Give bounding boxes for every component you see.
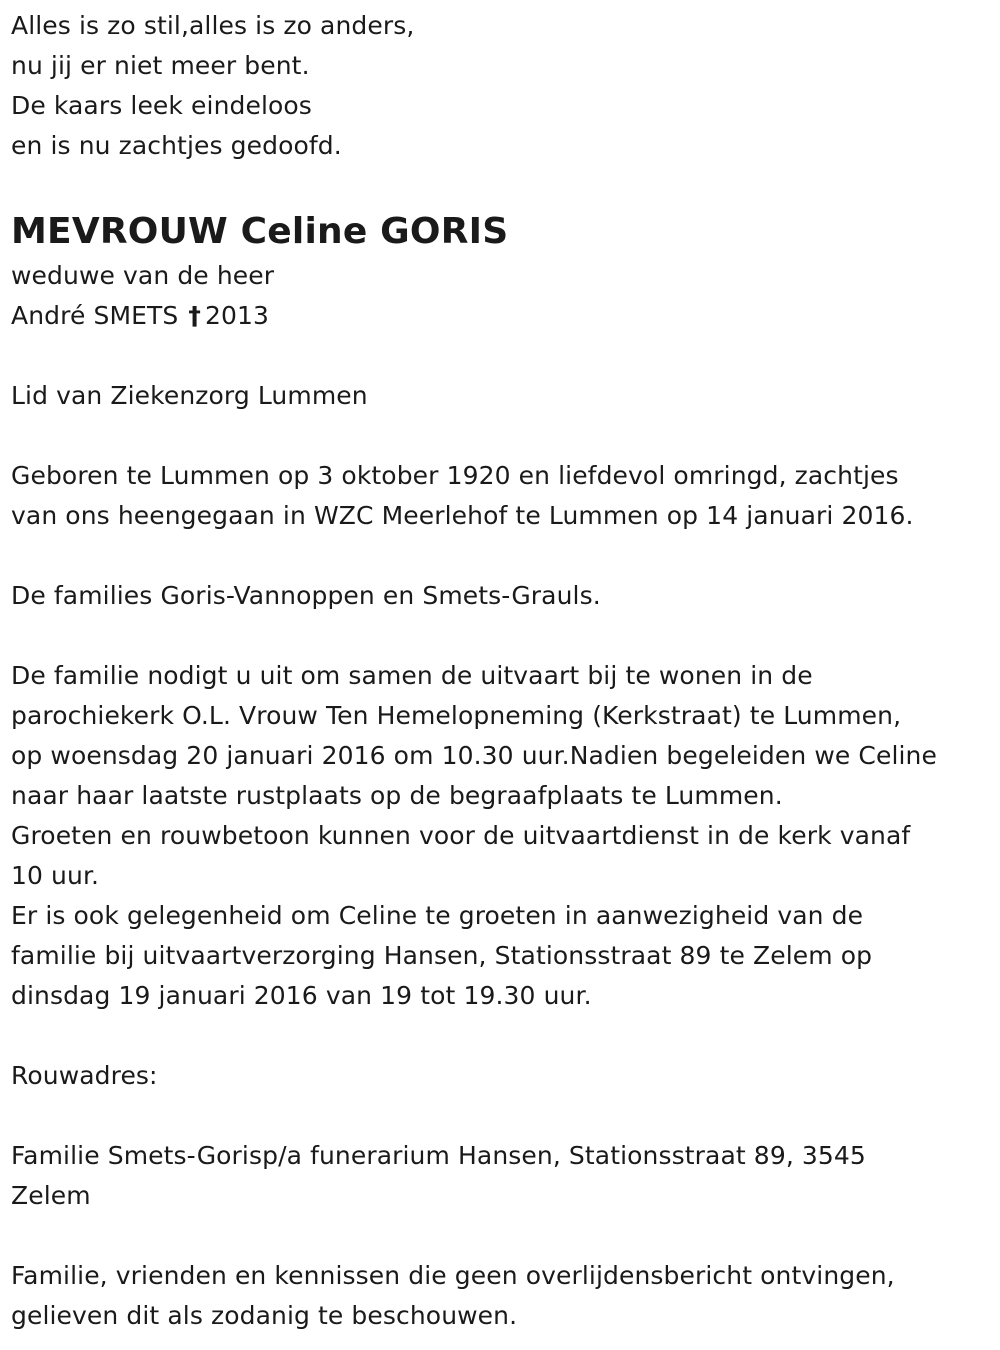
spacer	[11, 336, 990, 376]
spouse-line	[11, 296, 990, 336]
spacer	[11, 1096, 990, 1136]
paragraph-line: familie bij uitvaartverzorging Hansen, Stationsstraat 89 te Zelem op	[11, 941, 873, 970]
paragraph-line: dinsdag 19 januari 2016 van 19 tot 19.30 uur.	[11, 981, 592, 1010]
funeral-paragraph	[11, 656, 990, 1016]
poem-line: en is nu zachtjes gedoofd.	[11, 131, 342, 160]
cross-icon: †	[188, 301, 202, 330]
paragraph-line: op woensdag 20 januari 2016 om 10.30 uur.Nadien begeleiden we Celine	[11, 741, 937, 770]
paragraph-line: gelieven dit als zodanig te beschouwen.	[11, 1301, 518, 1330]
paragraph-line: 10 uur.	[11, 861, 100, 890]
address-label: Rouwadres:	[11, 1061, 158, 1090]
address-paragraph	[11, 1136, 990, 1216]
poem-line: nu jij er niet meer bent.	[11, 51, 310, 80]
poem	[11, 6, 990, 166]
spacer	[11, 416, 990, 456]
poem-line: De kaars leek eindeloos	[11, 91, 312, 120]
spacer	[11, 166, 990, 206]
paragraph-line: De familie nodigt u uit om samen de uitvaart bij te wonen in de	[11, 661, 813, 690]
paragraph-line: parochiekerk O.L. Vrouw Ten Hemelopneming (Kerkstraat) te Lummen,	[11, 701, 902, 730]
closing-paragraph	[11, 1256, 990, 1336]
spacer	[11, 1016, 990, 1056]
membership: Lid van Ziekenzorg Lummen	[11, 381, 368, 410]
birth-death-paragraph	[11, 456, 990, 536]
paragraph-line: Geboren te Lummen op 3 oktober 1920 en liefdevol omringd, zachtjes	[11, 461, 899, 490]
poem-line: Alles is zo stil,alles is zo anders,	[11, 11, 415, 40]
widow-line: weduwe van de heer	[11, 261, 275, 290]
spacer	[11, 536, 990, 576]
spacer	[11, 616, 990, 656]
paragraph-line: van ons heengegaan in WZC Meerlehof te Lummen op 14 januari 2016.	[11, 501, 914, 530]
paragraph-line: naar haar laatste rustplaats op de begraafplaats te Lummen.	[11, 781, 783, 810]
paragraph-line: Zelem	[11, 1181, 91, 1210]
spouse-year: 2013	[205, 301, 270, 330]
paragraph-line: Familie Smets-Gorisp/a funerarium Hansen, Stationsstraat 89, 3545	[11, 1141, 866, 1170]
families: De families Goris-Vannoppen en Smets-Grauls.	[11, 581, 601, 610]
paragraph-line: Familie, vrienden en kennissen die geen overlijdensbericht ontvingen,	[11, 1261, 895, 1290]
paragraph-line: Er is ook gelegenheid om Celine te groeten in aanwezigheid van de	[11, 901, 864, 930]
paragraph-line: Groeten en rouwbetoon kunnen voor de uitvaartdienst in de kerk vanaf	[11, 821, 911, 850]
deceased-name: MEVROUW Celine GORIS	[11, 211, 509, 252]
spouse-name: André SMETS	[11, 301, 179, 330]
spacer	[11, 1216, 990, 1256]
